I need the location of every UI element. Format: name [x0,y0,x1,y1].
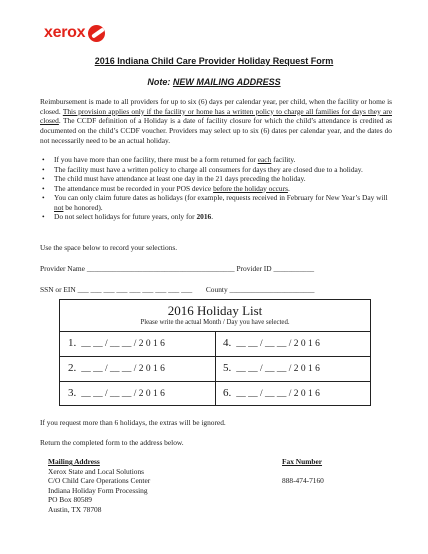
holiday-list-box [59,299,371,406]
form-title: 2016 Indiana Child Care Provider Holiday Request Form [94,56,334,66]
holiday-list-subtitle: Please write the actual Month / Day you have selected. [140,319,290,326]
ssn-field[interactable]: ___ ___ ___ ___ ___ ___ ___ ___ ___ [77,285,193,294]
slot-date: __ __ / __ __ / 2 0 1 6 [81,364,165,374]
list-item [40,155,392,165]
bullet-6-bold: 2016 [196,212,212,221]
provider-line [40,264,314,273]
bullet-6-post: . [211,212,214,221]
bullet-1-pre: If you have more than one facility, there must be a form returned for [54,155,258,164]
slot-date: __ __ / __ __ / 2 0 1 6 [236,389,320,399]
slot-date: __ __ / __ __ / 2 0 1 6 [81,389,165,399]
slot-label: 6. [223,387,232,399]
fax-block [282,457,324,486]
list-item [40,212,392,222]
bullet-2: The facility must have a written policy to charge all consumers for days they are closed due to a holiday. [54,164,363,174]
provider-name-field[interactable]: ________________________________________ [86,264,235,273]
ssn-line [40,285,315,294]
list-item [40,165,392,175]
list-item [40,184,392,194]
slot-label: 2. [68,362,77,374]
ssn-label: SSN or EIN [40,285,76,294]
divider [215,331,216,405]
address-line: PO Box 80589 [48,495,92,504]
mailing-address-heading: Mailing Address [48,457,100,466]
provider-id-field[interactable]: ___________ [273,264,315,273]
address-line: Austin, TX 78708 [48,504,102,514]
holiday-slot-2[interactable] [68,356,165,381]
holiday-slot-3[interactable] [68,381,165,406]
bullet-1-post: facility. [271,155,296,164]
para-part1: Reimbursement is made to all providers for up to six (6) days per calendar year, per child, when the facility or home is closed. [40,97,392,116]
county-label: County [205,285,228,294]
note-heading [0,77,428,87]
holiday-slot-1[interactable] [68,331,165,356]
address-line: Xerox State and Local Solutions [48,466,145,476]
bullet-3: The child must have attendance at least one day in the 21 days preceding the holiday. [54,174,306,183]
slot-date: __ __ / __ __ / 2 0 1 6 [81,339,165,349]
return-instruction: Return the completed form to the address below. [40,438,184,447]
holiday-slot-4[interactable] [223,331,320,356]
address-line: C/O Child Care Operations Center [48,476,151,485]
bullet-6-pre: Do not select holidays for future years, only for [54,212,197,221]
fax-number: 888-474-7160 [282,476,324,485]
slot-label: 5. [223,362,232,374]
note-prefix: Note: [147,77,173,87]
bullet-4-pre: The attendance must be recorded in your POS device [54,183,214,193]
logo-text: xerox [44,24,86,41]
mailing-address [48,457,150,514]
holiday-slot-5[interactable] [223,356,320,381]
bullet-4-post: . [287,183,290,193]
note-text: NEW MAILING ADDRESS [172,77,281,87]
bullet-5-pre: You can only claim future dates as holidays (for example, requests received in February for New Year’s Day will [54,193,388,202]
use-space-instruction: Use the space below to record your selections. [40,243,178,252]
bullet-1-ul: each [257,155,272,164]
reimbursement-paragraph [40,97,392,146]
list-item [40,174,392,184]
xerox-logo [44,24,105,42]
slot-date: __ __ / __ __ / 2 0 1 6 [236,339,320,349]
slot-label: 4. [223,337,232,349]
para-part2: . The CCDF definition of a Holiday is a date of facility closure for which the child’s attendance is credited as documented on the child’s CCDF voucher. Providers may select up to six (6) dates per calendar year, and the dates do not necessarily need to be an actual holiday. [40,116,392,145]
slot-date: __ __ / __ __ / 2 0 1 6 [236,364,320,374]
extra-holidays-note: If you request more than 6 holidays, the extras will be ignored. [40,418,226,427]
holiday-slot-6[interactable] [223,381,320,406]
slot-label: 3. [68,387,77,399]
holiday-slots [60,331,370,405]
provider-name-label: Provider Name [40,264,85,273]
bullet-5-ul: not [54,202,64,212]
rules-list [40,155,392,222]
holiday-list-title: 2016 Holiday List [167,303,263,318]
xerox-ball-icon [88,25,105,42]
slot-label: 1. [68,337,77,349]
list-item [40,193,392,212]
bullet-4-ul: before the holiday occurs [213,183,288,193]
fax-heading: Fax Number [282,457,323,466]
address-line: Indiana Holiday Form Processing [48,485,148,495]
county-field[interactable]: _______________________ [229,285,315,294]
bullet-5-post: be honored). [63,202,103,212]
para-underlined: This provision applies only if the facility or home has a written policy to charge all families for days they are closed [40,106,392,126]
provider-id-label: Provider ID [236,264,272,273]
